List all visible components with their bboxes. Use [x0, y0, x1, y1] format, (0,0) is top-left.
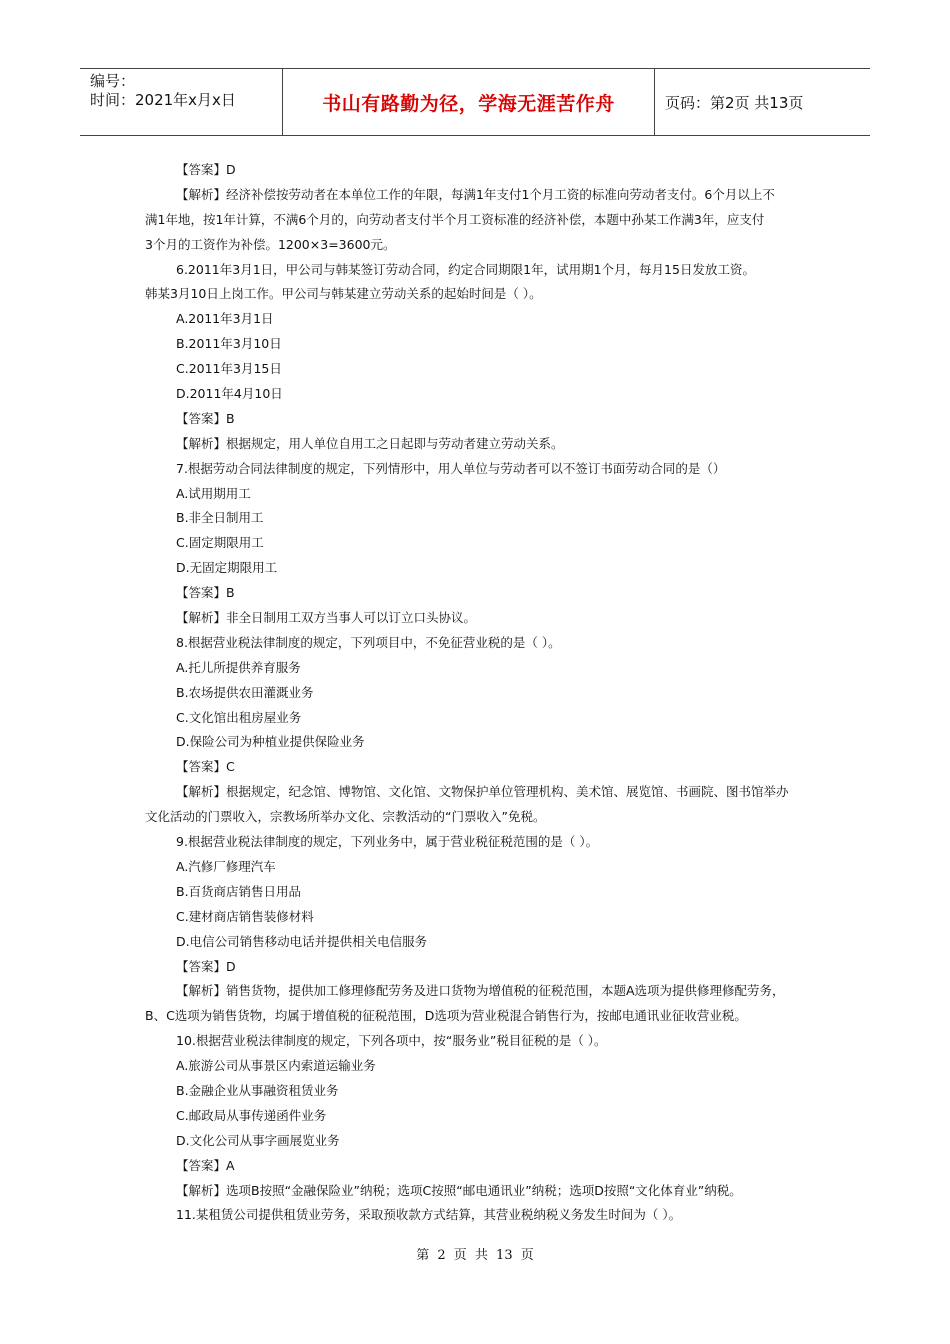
text-line: B.百货商店销售日用品: [176, 883, 302, 899]
text-line: 8.根据营业税法律制度的规定，下列项目中，不免征营业税的是（ ）。: [176, 634, 561, 650]
header-page-info: 页码：第2页 共13页: [665, 93, 804, 112]
header-motto: 书山有路勤为径，学海无涯苦作舟: [283, 69, 655, 135]
text-line: 【解析】选项B按照“金融保险业”纳税；选项C按照“邮电通讯业”纳税；选项D按照“文化体育业”纳税。: [176, 1182, 742, 1198]
text-line: C.邮政局从事传递函件业务: [176, 1107, 327, 1123]
text-line: 【答案】D: [176, 958, 236, 974]
text-line: C.2011年3月15日: [176, 361, 282, 377]
text-line: B.农场提供农田灌溉业务: [176, 684, 314, 700]
text-line: A.汽修厂修理汽车: [176, 858, 276, 874]
text-line: 10.根据营业税法律制度的规定，下列各项中，按“服务业”税目征税的是（ ）。: [176, 1033, 607, 1049]
text-line: 【答案】D: [176, 162, 236, 177]
text-line: 11.某租赁公司提供租赁业劳务，采取预收款方式结算，其营业税纳税义务发生时间为（ ）。: [176, 1207, 682, 1223]
document-number-label: 编号：: [90, 72, 136, 90]
text-line: 【解析】非全日制用工双方当事人可以订立口头协议。: [176, 610, 477, 626]
text-line: 【解析】经济补偿按劳动者在本单位工作的年限，每满1年支付1个月工资的标准向劳动者支付。6个月以上不: [176, 186, 775, 202]
text-line: B.金融企业从事融资租赁业务: [176, 1082, 339, 1098]
text-line: 9.根据营业税法律制度的规定，下列业务中，属于营业税征税范围的是（ ）。: [176, 834, 599, 850]
text-line: 韩某3月10日上岗工作。甲公司与韩某建立劳动关系的起始时间是（ ）。: [145, 286, 542, 302]
text-line: B、C选项为销售货物，均属于增值税的征税范围，D选项为营业税混合销售行为，按邮电通讯业征收营业税。: [145, 1008, 747, 1024]
text-line: 【答案】B: [176, 585, 235, 601]
text-line: 【答案】B: [176, 410, 235, 426]
text-line: 【解析】销售货物，提供加工修理修配劳务及进口货物为增值税的征税范围，本题A选项为提供修理修配劳务，: [176, 983, 785, 999]
text-line: 满1年地，按1年计算，不满6个月的，向劳动者支付半个月工资标准的经济补偿，本题中孙某工作满3年，应支付: [145, 211, 765, 227]
text-line: C.文化馆出租房屋业务: [176, 709, 302, 725]
text-line: 7.根据劳动合同法律制度的规定，下列情形中，用人单位与劳动者可以不签订书面劳动合同的是（）: [176, 460, 726, 476]
text-line: 3个月的工资作为补偿。1200×3=3600元。: [145, 236, 396, 252]
text-line: 文化活动的门票收入，宗教场所举办文化、宗教活动的“门票收入”免税。: [145, 809, 546, 825]
document-body: [145, 158, 815, 1228]
text-line: D.2011年4月10日: [176, 386, 283, 402]
text-line: D.电信公司销售移动电话并提供相关电信服务: [176, 933, 428, 949]
text-line: D.保险公司为种植业提供保险业务: [176, 734, 365, 750]
text-line: 【解析】根据规定，用人单位自用工之日起即与劳动者建立劳动关系。: [176, 435, 564, 451]
text-line: D.无固定期限用工: [176, 560, 278, 576]
text-line: D.文化公司从事字画展览业务: [176, 1132, 340, 1148]
text-line: C.建材商店销售装修材料: [176, 908, 314, 924]
text-line: 【解析】根据规定，纪念馆、博物馆、文化馆、文物保护单位管理机构、美术馆、展览馆、书画院、图书馆举办: [176, 784, 789, 800]
text-line: A.2011年3月1日: [176, 311, 274, 327]
text-line: B.非全日制用工: [176, 510, 264, 526]
page-footer: 第 2 页 共 13 页: [416, 1248, 534, 1263]
page-header: [80, 68, 870, 136]
text-line: A.旅游公司从事景区内索道运输业务: [176, 1058, 376, 1074]
text-line: 【答案】A: [176, 1157, 235, 1173]
text-line: 6.2011年3月1日，甲公司与韩某签订劳动合同，约定合同期限1年，试用期1个月，每月15日发放工资。: [176, 261, 755, 277]
text-line: A.试用期用工: [176, 485, 251, 501]
text-line: C.固定期限用工: [176, 535, 264, 551]
text-line: B.2011年3月10日: [176, 336, 282, 352]
document-date: 时间：2021年x月x日: [90, 91, 236, 109]
text-line: 【答案】C: [176, 759, 235, 775]
text-line: A.托儿所提供养育服务: [176, 659, 301, 675]
header-left: [80, 69, 283, 135]
